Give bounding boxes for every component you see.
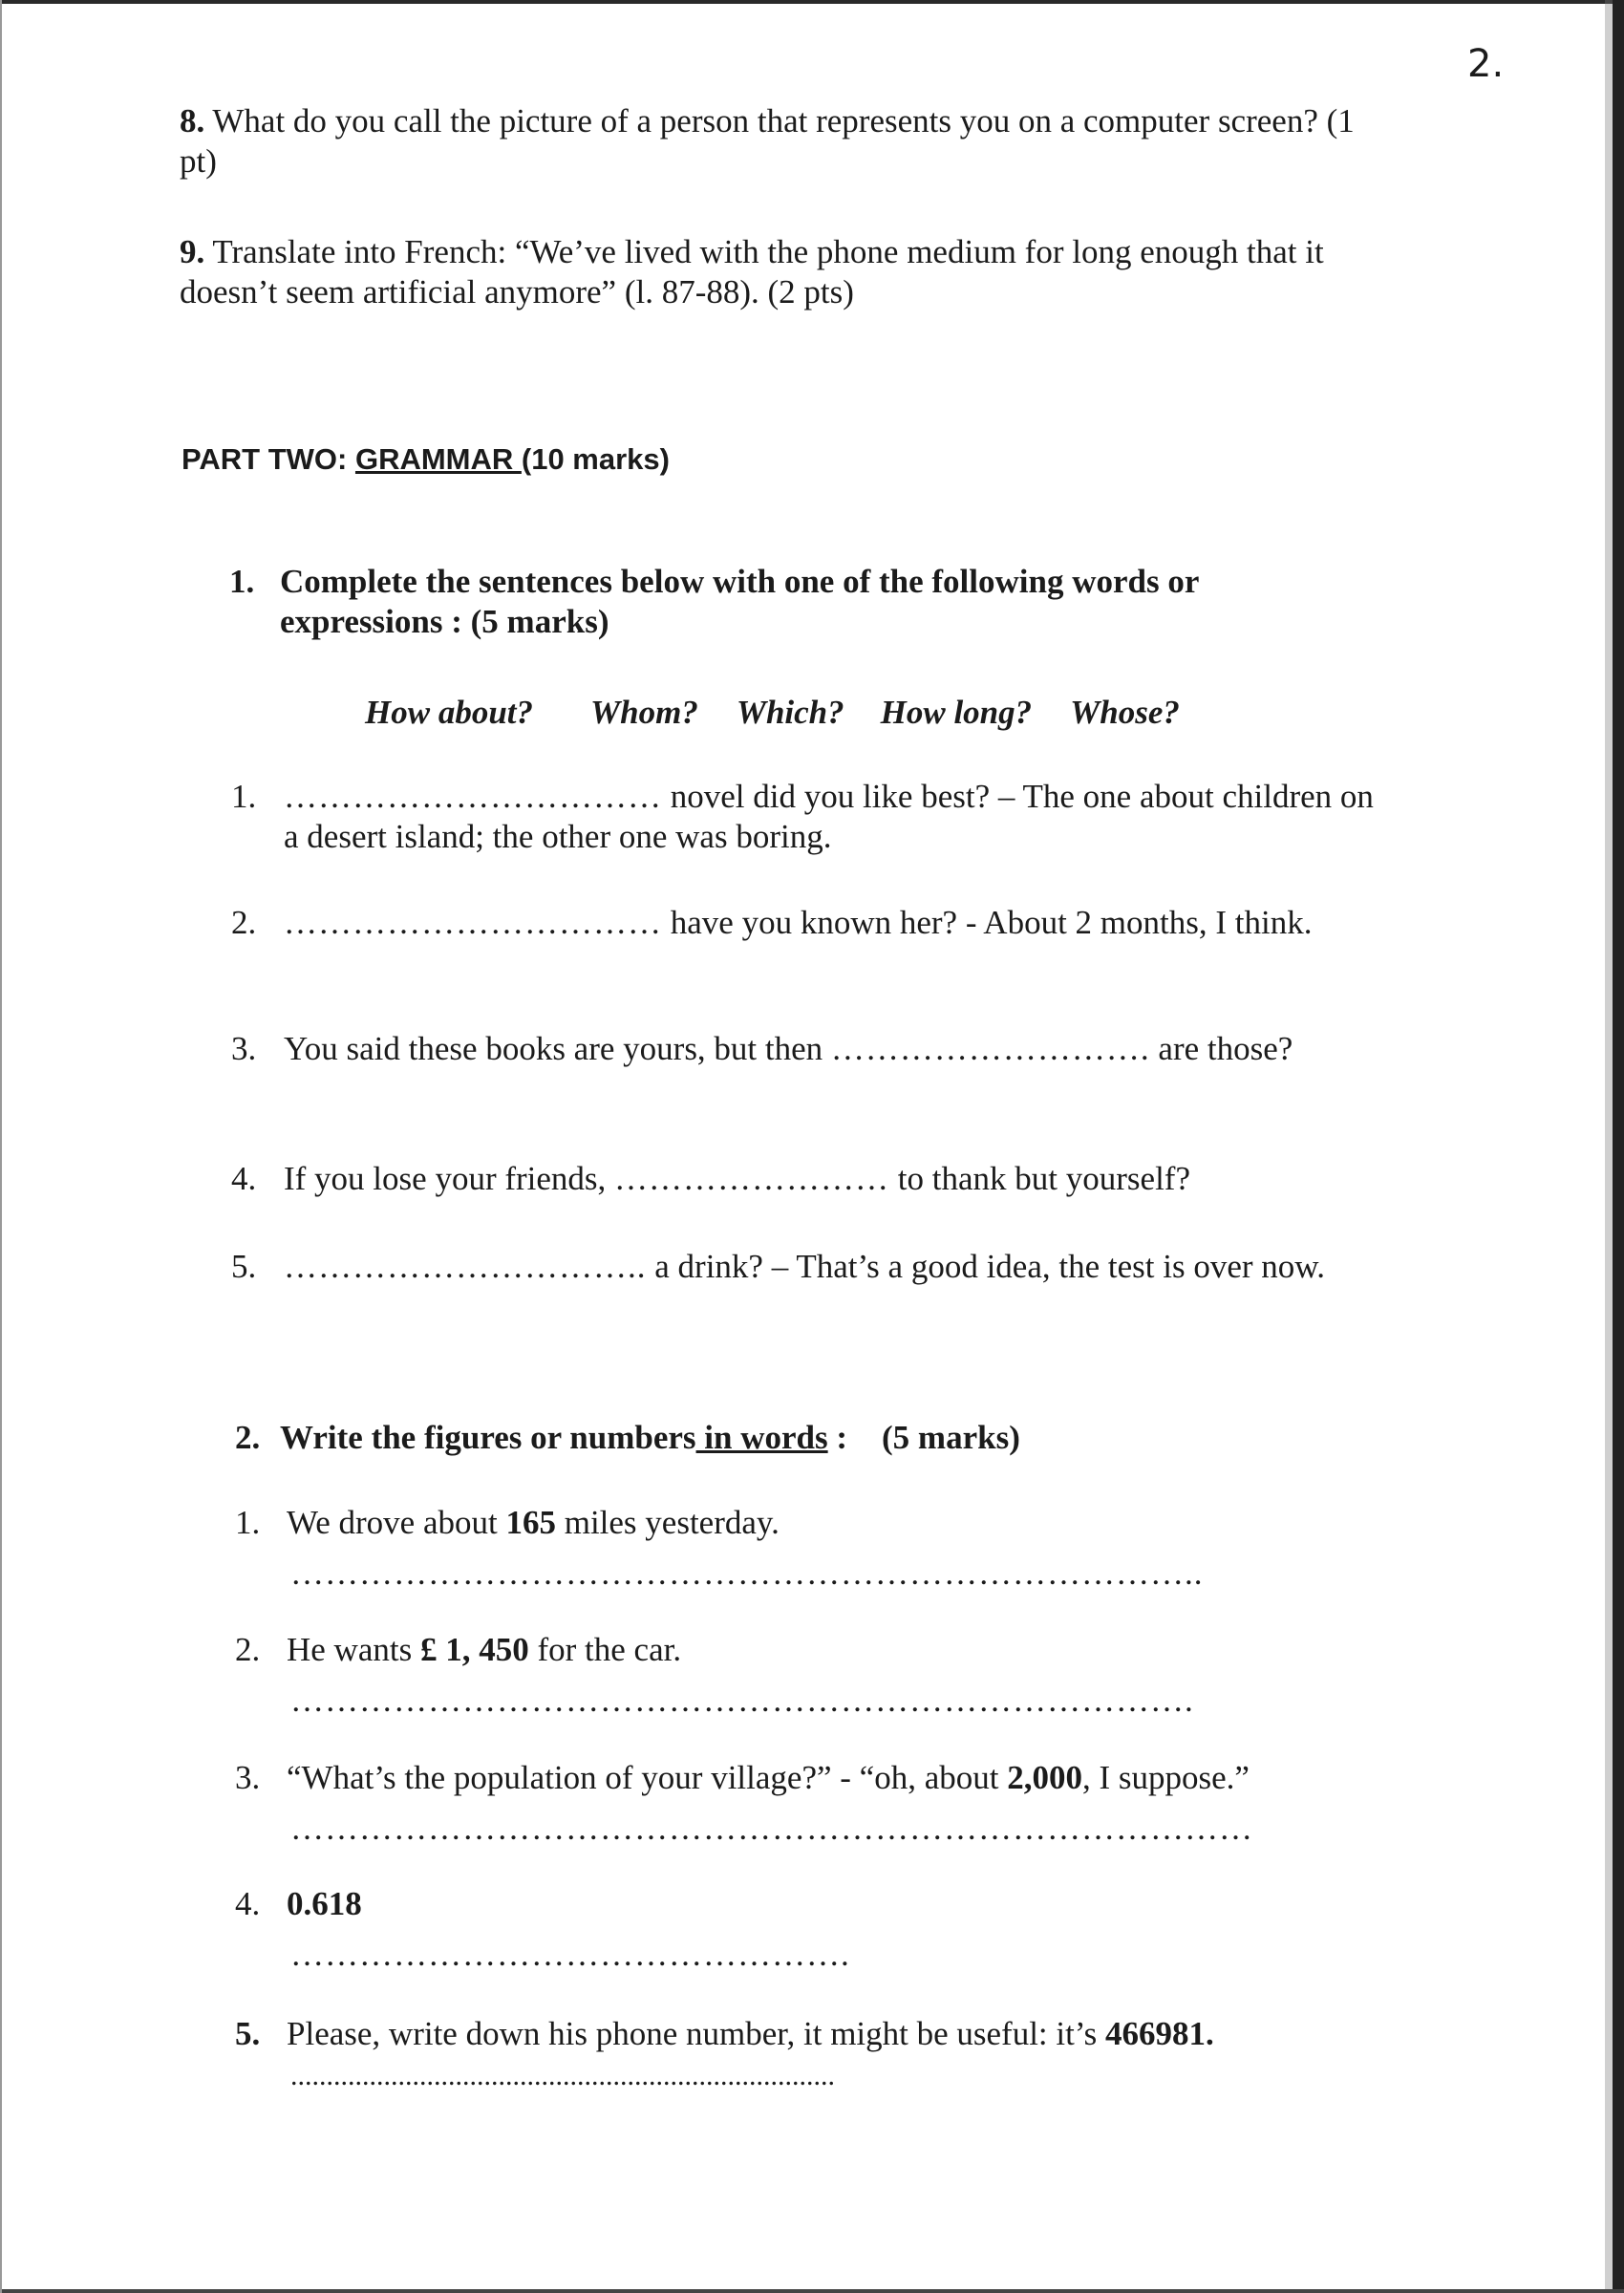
answer-blank[interactable]: …………………………… xyxy=(284,904,662,941)
exercise-2-item xyxy=(235,2014,1429,2110)
item-text: are those? xyxy=(1158,1030,1293,1067)
page-number: 2. xyxy=(1467,42,1505,86)
item-number: 4. xyxy=(231,1160,257,1197)
word-bank-item: Whom? xyxy=(590,694,698,731)
item-number: 2. xyxy=(235,1631,261,1668)
answer-line[interactable]: ……………………………………………………………………. xyxy=(290,1682,1194,1719)
answer-blank[interactable]: …………………………… xyxy=(284,778,662,815)
question-9-number: 9. xyxy=(180,233,205,270)
exercise-2-item xyxy=(235,1884,1429,1980)
answer-blank[interactable]: …………………… xyxy=(614,1160,890,1197)
exercise-2-item xyxy=(235,1758,1429,1854)
part-two-topic: GRAMMAR xyxy=(354,442,522,476)
item-text: have you known her? - About 2 months, I think. xyxy=(670,904,1313,941)
question-8-text: What do you call the picture of a person that represents you on a computer screen? (1 pt) xyxy=(180,102,1355,180)
answer-line[interactable]: ............................................................................ xyxy=(290,2060,835,2091)
exercise-2-item xyxy=(235,1503,1429,1598)
item-text: novel did you like best? – The one about children on a desert island; the other one was boring. xyxy=(284,778,1374,855)
item-text: a drink? – That’s a good idea, the test is over now. xyxy=(654,1248,1326,1285)
answer-blank[interactable]: ………………………. xyxy=(830,1030,1150,1067)
answer-line[interactable]: …………………………………………. xyxy=(290,1936,850,1973)
item-text: You said these books are yours, but then xyxy=(284,1030,823,1067)
item-number: 4. xyxy=(235,1885,261,1922)
item-text: to thank but yourself? xyxy=(897,1160,1190,1197)
answer-line[interactable]: …………………………………………………………………….. xyxy=(290,1554,1204,1592)
item-number: 3. xyxy=(235,1759,261,1796)
word-bank-item: Whose? xyxy=(1070,694,1180,731)
answer-blank[interactable]: ………………………….. xyxy=(284,1248,647,1285)
exercise-2-item xyxy=(235,1630,1429,1725)
exercise-2-instruction xyxy=(235,1418,1020,1458)
exercise-2-instruction-colon: : xyxy=(827,1419,848,1456)
item-body xyxy=(287,1884,1423,1924)
item-figure: 466981. xyxy=(1104,2015,1214,2052)
item-body xyxy=(287,1758,1433,1798)
word-bank-item: How about? xyxy=(365,694,534,731)
word-bank-item: How long? xyxy=(880,694,1033,731)
scan-shadow-right xyxy=(1605,0,1613,2293)
item-number: 2. xyxy=(231,904,257,941)
item-body xyxy=(284,1159,1382,1199)
scan-edge-right xyxy=(1613,0,1624,2293)
item-number: 3. xyxy=(231,1030,257,1067)
item-body xyxy=(287,2014,1433,2054)
item-figure: £ 1, 450 xyxy=(419,1631,529,1668)
item-text: miles yesterday. xyxy=(555,1504,780,1541)
item-text: He wants xyxy=(287,1631,420,1668)
item-figure: 165 xyxy=(505,1504,556,1541)
item-text: , I suppose.” xyxy=(1081,1759,1250,1796)
part-two-heading xyxy=(182,442,670,477)
exercise-2-number: 2. xyxy=(235,1419,261,1456)
exercise-1-instruction xyxy=(229,562,1337,642)
item-text: for the car. xyxy=(528,1631,682,1668)
item-text: If you lose your friends, xyxy=(284,1160,607,1197)
word-bank-item: Which? xyxy=(736,694,844,731)
scan-edge-top xyxy=(0,0,1624,4)
item-number: 5. xyxy=(235,2015,261,2052)
word-bank xyxy=(365,693,1180,733)
question-9 xyxy=(180,232,1393,312)
exercise-1-number: 1. xyxy=(229,563,255,600)
exercise-1-instruction-text: Complete the sentences below with one of the following words or expressions : (5 marks) xyxy=(280,563,1199,640)
scan-edge-bottom xyxy=(0,2289,1624,2293)
answer-line[interactable]: ………………………………………………………………………… xyxy=(290,1810,1253,1847)
item-number: 1. xyxy=(235,1504,261,1541)
item-text: Please, write down his phone number, it might be useful: it’s xyxy=(287,2015,1105,2052)
exercise-2-marks: (5 marks) xyxy=(882,1419,1020,1456)
item-number: 1. xyxy=(231,778,257,815)
item-number: 5. xyxy=(231,1248,257,1285)
item-text: We drove about xyxy=(287,1504,506,1541)
scan-edge-left xyxy=(0,0,2,2293)
item-figure: 0.618 xyxy=(287,1885,362,1922)
item-body xyxy=(287,1503,1423,1543)
item-body xyxy=(284,1247,1382,1287)
item-text: “What’s the population of your village?” - “oh, about xyxy=(287,1759,1008,1796)
item-body xyxy=(284,903,1382,943)
item-body xyxy=(287,1630,1423,1670)
question-8-number: 8. xyxy=(180,102,205,139)
question-8 xyxy=(180,101,1393,182)
exercise-2-instruction-emphasis: in words xyxy=(695,1419,828,1456)
part-two-marks: (10 marks) xyxy=(521,442,670,476)
item-body xyxy=(284,777,1382,857)
question-9-text: Translate into French: “We’ve lived with the phone medium for long enough that it doesn’t seem artificial anymore” (l. 87-88). (2 pts) xyxy=(180,233,1324,311)
exercise-2-instruction-text: Write the figures or numbers xyxy=(280,1419,696,1456)
item-figure: 2,000 xyxy=(1007,1759,1082,1796)
part-two-prefix: PART TWO: xyxy=(182,442,355,476)
item-body xyxy=(284,1029,1382,1069)
